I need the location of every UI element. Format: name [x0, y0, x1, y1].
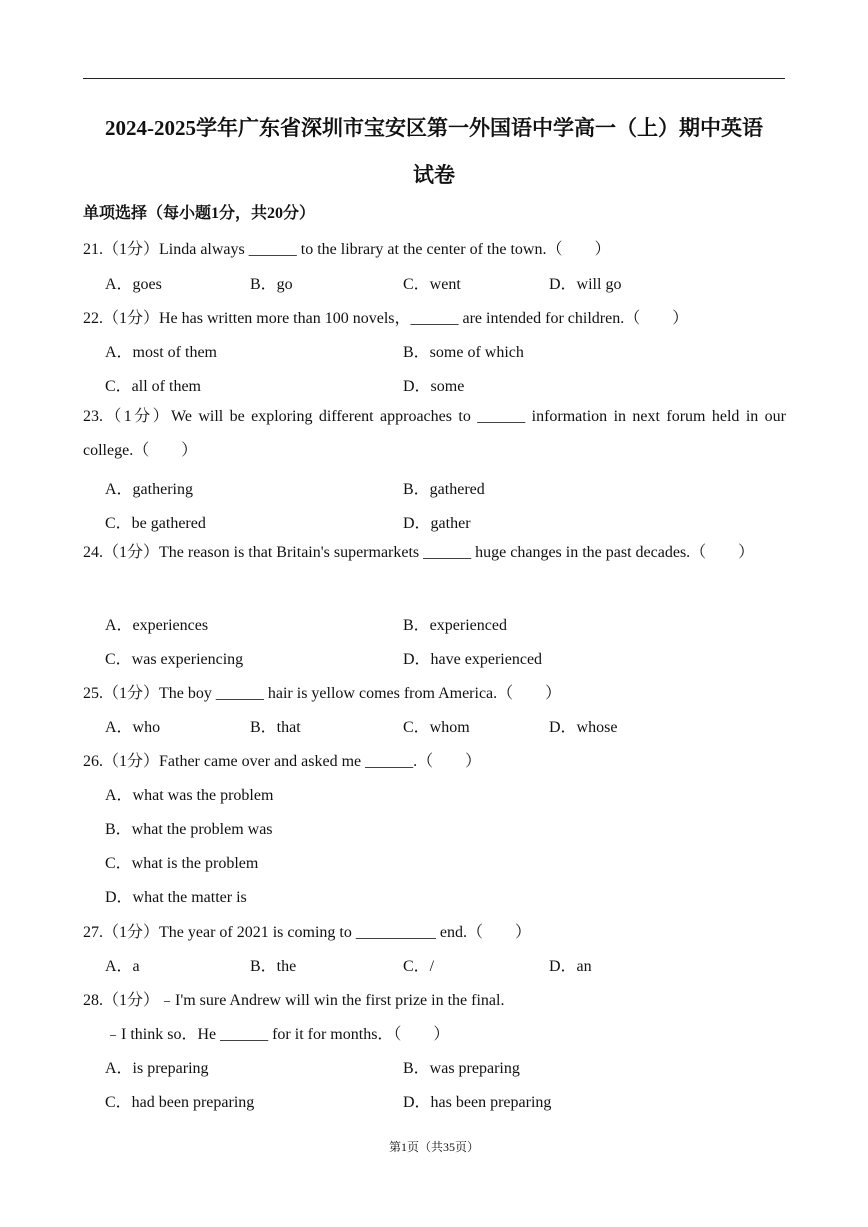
option-d: D．whose [549, 719, 618, 736]
option-d: D．has been preparing [403, 1094, 552, 1111]
option-a: A．who [105, 719, 161, 736]
option-a: A．is preparing [105, 1060, 209, 1077]
question-stem: 25.（1分）The boy ______ hair is yellow comes from America.（ ） [83, 685, 562, 702]
question-stem-reply: ﹣I think so．He ______ for it for months．（ ） [105, 1026, 450, 1043]
option-b: B．some of which [403, 344, 524, 361]
option-b: B．the [250, 958, 297, 975]
option-d: D．gather [403, 515, 471, 532]
section-heading: 单项选择（每小题1分，共20分） [83, 205, 316, 222]
question-stem: 22.（1分）He has written more than 100 novels，______ are intended for children.（ ） [83, 310, 689, 327]
page-footer: 第1页（共35页） [388, 1140, 479, 1154]
option-d: D．have experienced [403, 651, 543, 668]
option-d: D．some [403, 378, 465, 395]
option-c: C．whom [403, 719, 470, 736]
option-a: A．experiences [105, 617, 209, 634]
page-title: 2024-2025学年广东省深圳市宝安区第一外国语中学高一（上）期中英语 [105, 116, 763, 140]
option-c: C．what is the problem [105, 855, 259, 872]
option-b: B．that [250, 719, 301, 736]
option-a: A．most of them [105, 344, 217, 361]
question-stem: 24.（1分）The reason is that Britain's supermarkets ______ huge changes in the past decades.（ ） [83, 544, 755, 561]
option-c: C．had been preparing [105, 1094, 255, 1111]
option-d: D．an [549, 958, 592, 975]
question-stem: 28.（1分）﹣I'm sure Andrew will win the first prize in the final. [83, 992, 505, 1009]
option-d: D．will go [549, 276, 622, 293]
option-b: B．what the problem was [105, 821, 273, 838]
question-stem: 21.（1分）Linda always ______ to the library at the center of the town.（ ） [83, 241, 611, 258]
page-title-continued: 试卷 [413, 163, 455, 187]
option-c: C．/ [403, 958, 435, 975]
option-c: C．all of them [105, 378, 201, 395]
option-a: A．gathering [105, 481, 193, 498]
option-a: A．goes [105, 276, 162, 293]
option-c: C．was experiencing [105, 651, 244, 668]
option-b: B．go [250, 276, 293, 293]
header-rule [83, 78, 785, 79]
option-a: A．what was the problem [105, 787, 274, 804]
question-stem: 26.（1分）Father came over and asked me ______.（ ） [83, 753, 482, 770]
option-a: A．a [105, 958, 140, 975]
option-c: C．went [403, 276, 461, 293]
option-b: B．experienced [403, 617, 507, 634]
option-c: C．be gathered [105, 515, 206, 532]
option-d: D．what the matter is [105, 889, 247, 906]
option-b: B．gathered [403, 481, 485, 498]
question-stem: 27.（1分）The year of 2021 is coming to __________ end.（ ） [83, 924, 531, 941]
question-stem: 23.（1分）We will be exploring different approaches to ______ information in next forum held in our college.（ ） [83, 408, 786, 459]
option-b: B．was preparing [403, 1060, 520, 1077]
